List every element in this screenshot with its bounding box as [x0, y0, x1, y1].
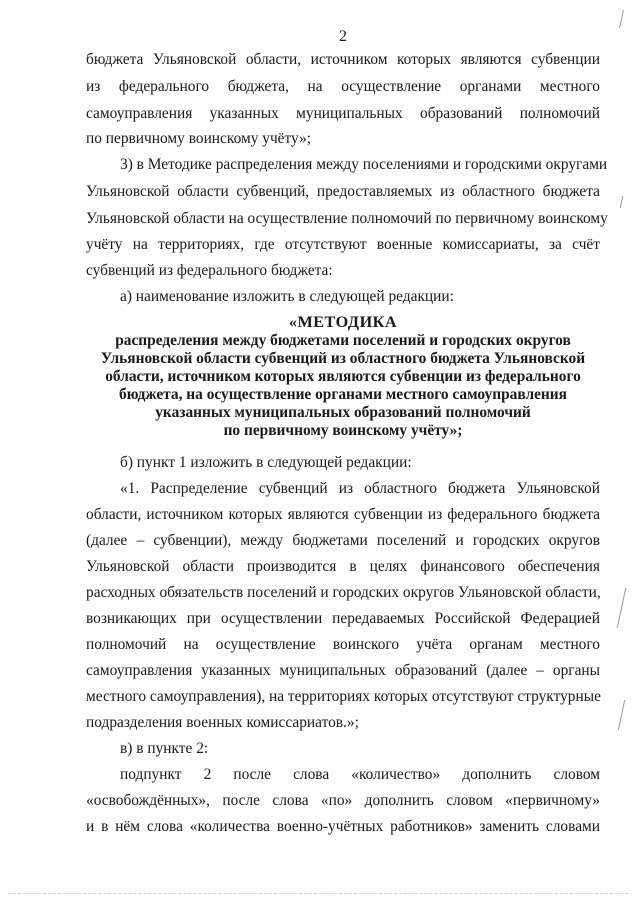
item-3-first-line: 3) в Методике распределения между поселениями и городскими округами	[120, 156, 608, 173]
point-1-first-line: «1. Распределение субвенций из областного бюджета Ульяновской	[120, 480, 600, 497]
subpoint-2-first-line: подпункт 2 после слова «количество» дополнить словом	[120, 766, 600, 783]
heading-line: Ульяновской области субвенций из областного бюджета Ульяновской	[100, 350, 586, 367]
item-a: а) наименование изложить в следующей редакции:	[120, 288, 454, 305]
heading-line: бюджета, на осуществление органами местного самоуправления	[119, 386, 567, 403]
methodology-title: «МЕТОДИКА	[288, 313, 398, 331]
scan-edge-mark	[617, 588, 639, 628]
text-line: из федерального бюджета, на осуществление органами местного	[86, 78, 600, 95]
text-line: (далее – субвенции), между бюджетами поселений и городских округов	[86, 532, 600, 549]
item-b: б) пункт 1 изложить в следующей редакции:	[120, 454, 412, 471]
text-line: по первичному воинскому учёту»;	[86, 130, 312, 147]
text-line: Ульяновской области производится в целях финансового обеспечения	[86, 558, 600, 575]
text-line: субвенций из федерального бюджета:	[86, 262, 333, 279]
text-line: возникающих при осуществлении передаваемых Российской Федерацией	[86, 610, 600, 627]
scan-edge-mark	[620, 196, 636, 208]
text-line: и в нём слова «количества военно-учётных работников» заменить словами	[86, 818, 600, 835]
text-line: полномочий на осуществление воинского учёта органам местного	[86, 636, 600, 653]
heading-line: распределения между бюджетами поселений и городских округов	[115, 332, 571, 349]
text-line: самоуправления указанных муниципальных образований (далее – органы	[86, 662, 600, 679]
heading-line: указанных муниципальных образований полномочий	[155, 404, 531, 421]
text-line: расходных обязательств поселений и городских округов Ульяновской области,	[86, 584, 601, 601]
page-number: 2	[339, 28, 347, 45]
text-line: учёту на территориях, где отсутствуют военные комиссариаты, за счёт	[86, 236, 600, 253]
scan-edge-mark	[618, 700, 637, 730]
text-line: местного самоуправления), на территориях которых отсутствуют структурные	[86, 688, 601, 705]
scan-edge-mark	[619, 10, 636, 28]
text-line: бюджета Ульяновской области, источником которых являются субвенции	[86, 51, 600, 68]
scan-bottom-edge	[8, 893, 628, 897]
text-line: самоуправления указанных муниципальных образований полномочий	[86, 105, 600, 122]
item-v: в) в пункте 2:	[120, 740, 209, 757]
text-line: Ульяновской области субвенций, предоставляемых из областного бюджета	[86, 183, 600, 200]
text-line: «освобождённых», после слова «по» дополнить словом «первичному»	[86, 792, 600, 809]
heading-line: области, источником которых являются субвенции из федерального	[105, 368, 581, 385]
text-line: области, источником которых являются субвенции из федерального бюджета	[86, 506, 600, 523]
text-line: Ульяновской области на осуществление полномочий по первичному воинскому	[86, 210, 608, 227]
heading-line: по первичному воинскому учёту»;	[223, 422, 463, 439]
text-line: подразделения военных комиссариатов.»;	[86, 714, 359, 731]
